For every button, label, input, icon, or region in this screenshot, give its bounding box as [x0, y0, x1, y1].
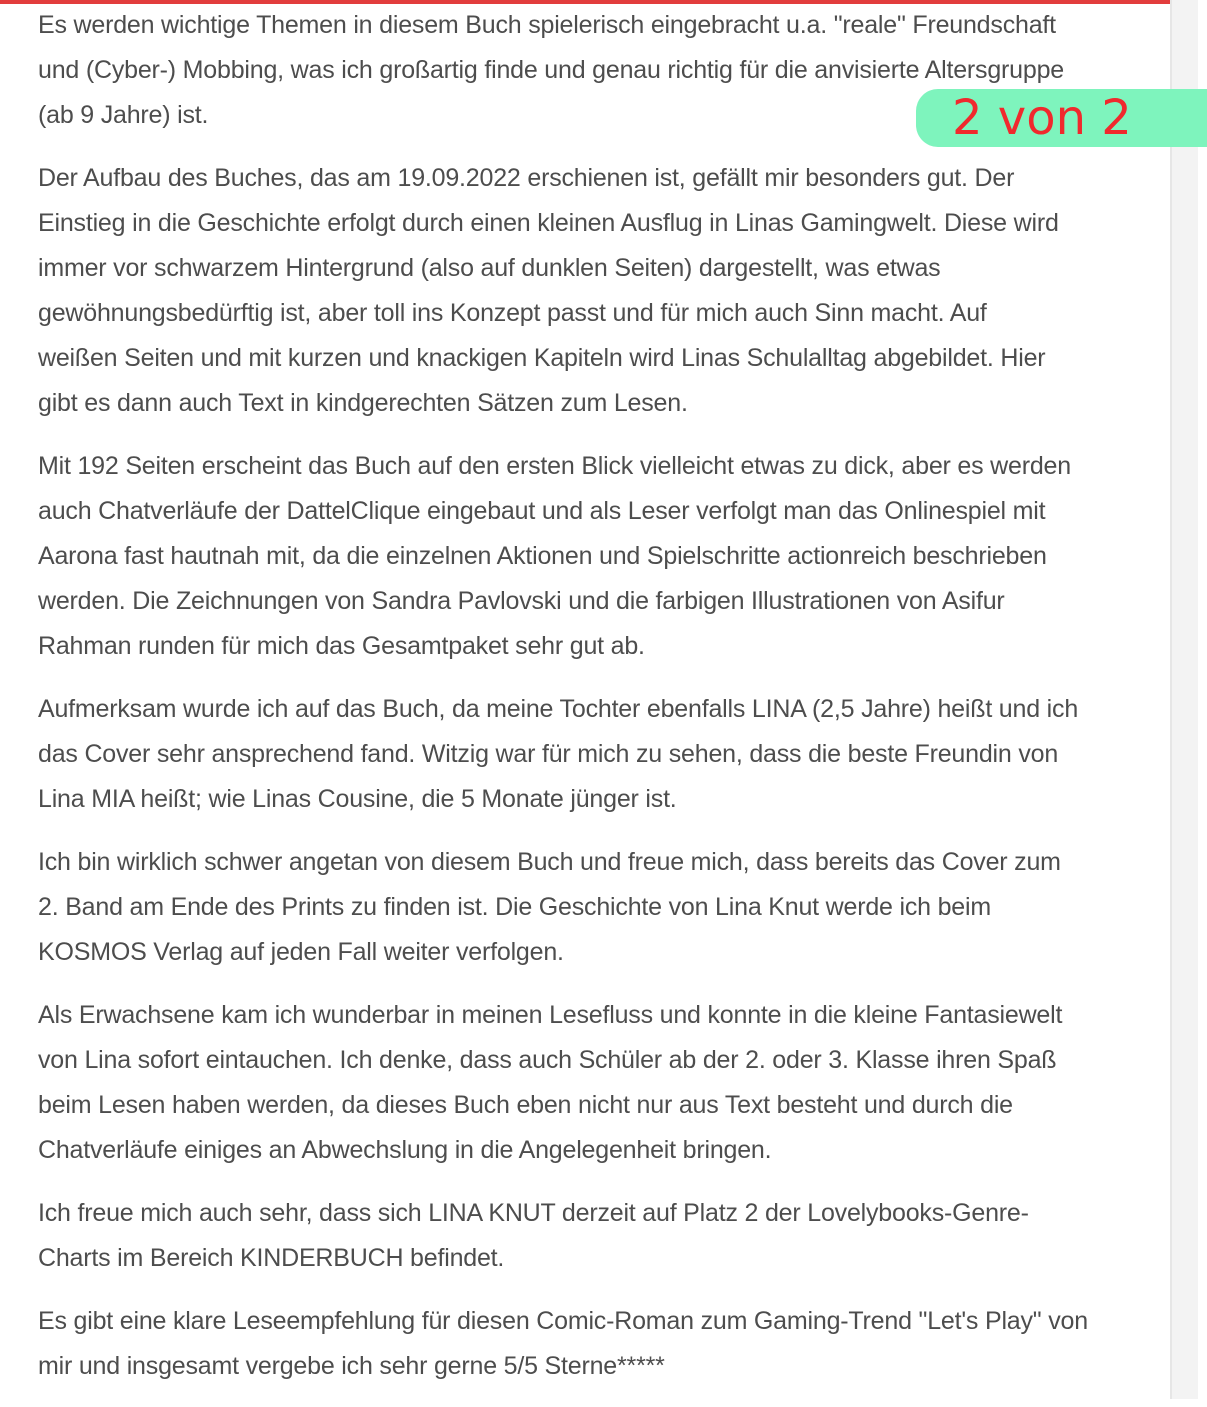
paragraph-attention: Aufmerksam wurde ich auf das Buch, da meine Tochter ebenfalls LINA (2,5 Jahre) heißt und ich das Cover sehr ansprechend fand. Witzig war für mich zu sehen, dass die beste Freundin von Lina MIA heißt; wie Linas Cousine, die 5 Monate jünger ist.: [38, 695, 1079, 813]
paragraph-structure: Der Aufbau des Buches, das am 19.09.2022 erschienen ist, gefällt mir besonders gut. Der Einstieg in die Geschichte erfolgt durch einen kleinen Ausflug in Linas Gamingwelt. Diese wird immer vor schwarzem Hintergrund (also auf dunklen Seiten) dargestellt, was etwas gewöhnungsbedürftig ist, aber toll ins Konzept passt und für mich auch Sinn macht. Auf weißen Seiten und mit kurzen und knackigen Kapiteln wird Linas Schulalltag abgebildet. Hier gibt es dann auch Text in kindgerechten Sätzen zum Lesen.: [38, 164, 1059, 417]
scroll-gutter: [1172, 0, 1198, 1399]
paragraph-charts: Ich freue mich auch sehr, dass sich LINA KNUT derzeit auf Platz 2 der Lovelybooks-Genre- Charts im Bereich KINDERBUCH befindet.: [38, 1199, 1029, 1272]
paragraph-pages: Mit 192 Seiten erscheint das Buch auf den ersten Blick vielleicht etwas zu dick, aber es werden auch Chatverläufe der DattelClique eingebaut und als Leser verfolgt man das Onlinespiel mit Aarona fast hautnah mit, da die einzelnen Aktionen und Spielschritte actionreich beschrieben werden. Die Zeichnungen von Sandra Pavlovski und die farbigen Illustrationen von Asifur Rahman runden für mich das Gesamtpaket sehr gut ab.: [38, 452, 1071, 660]
page-count-badge: 2 von 2: [916, 89, 1207, 147]
paragraph-impression: Ich bin wirklich schwer angetan von diesem Buch und freue mich, dass bereits das Cover zum 2. Band am Ende des Prints zu finden ist. Die Geschichte von Lina Knut werde ich beim KOSMOS Verlag auf jeden Fall weiter verfolgen.: [38, 848, 1061, 966]
paragraph-recommendation: Es gibt eine klare Leseempfehlung für diesen Comic-Roman zum Gaming-Trend "Let's Play" von mir und insgesamt vergebe ich sehr gerne 5/5 Sterne*****: [38, 1307, 1088, 1380]
paragraph-adult-reader: Als Erwachsene kam ich wunderbar in meinen Lesefluss und konnte in die kleine Fantasiewelt von Lina sofort eintauchen. Ich denke, dass auch Schüler ab der 2. oder 3. Klasse ihren Spaß beim Lesen haben werden, da dieses Buch eben nicht nur aus Text besteht und durch die Chatverläufe einiges an Abwechslung in die Angelegenheit bringen.: [38, 1001, 1063, 1164]
review-article: [38, 3, 1138, 1407]
paragraph-themes: Es werden wichtige Themen in diesem Buch spielerisch eingebracht u.a. "reale" Freundschaft und (Cyber-) Mobbing, was ich großartig finde und genau richtig für die anvisierte Altersgruppe (ab 9 Jahre) ist.: [38, 11, 1064, 129]
